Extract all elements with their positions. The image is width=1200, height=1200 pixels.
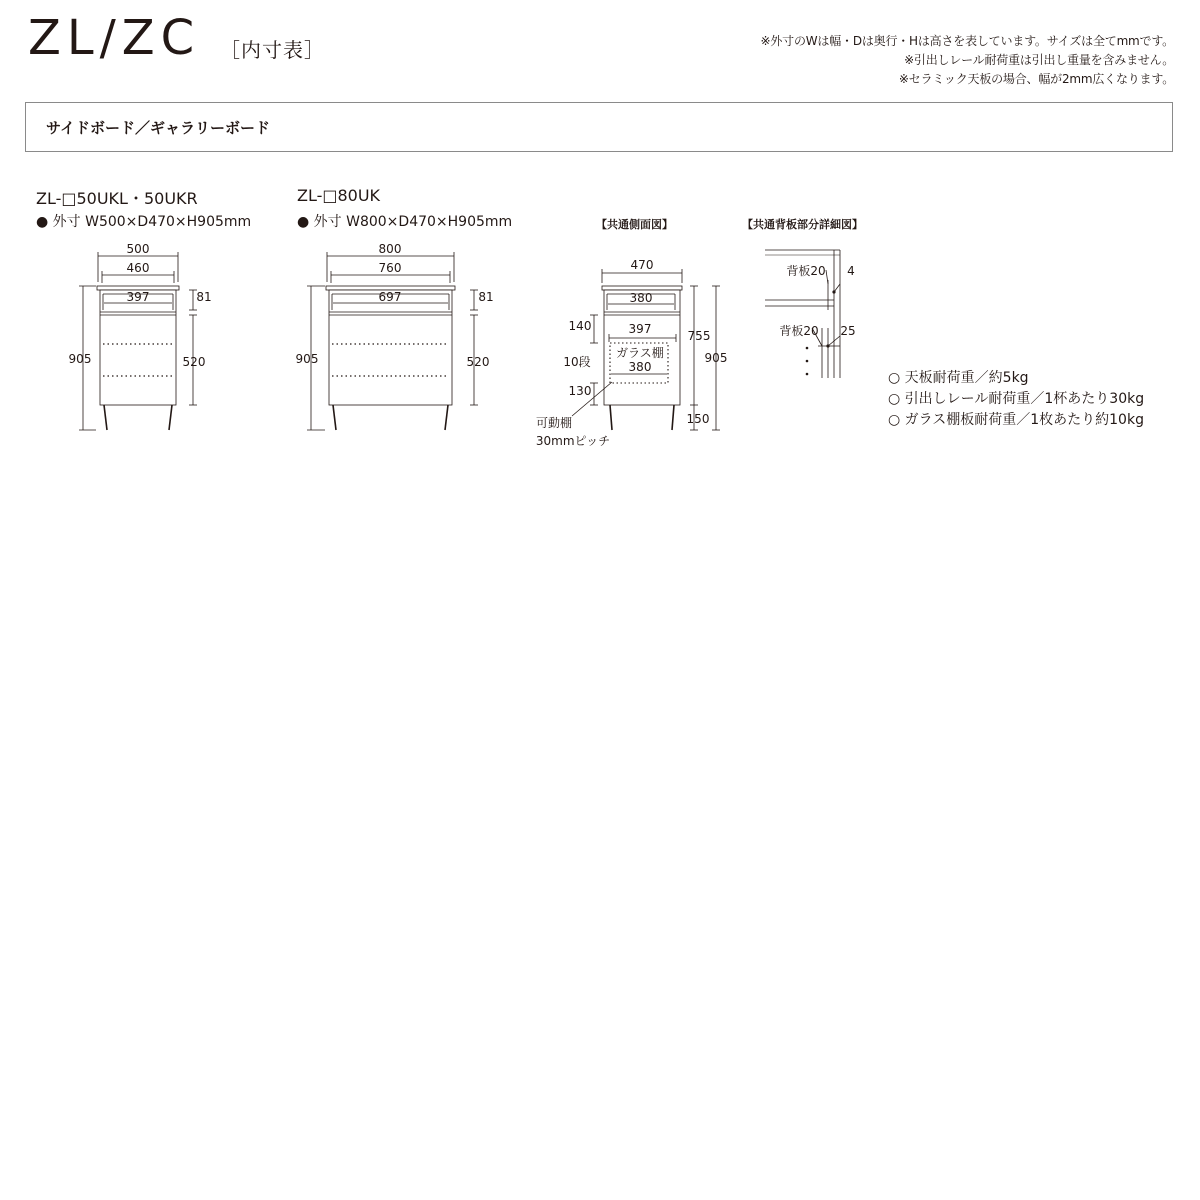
cabinet-front-800	[307, 252, 478, 430]
side-dim-leg-height: 150	[686, 412, 710, 426]
back-panel-label: 背板20	[779, 324, 819, 338]
side-movable-shelf: 可動棚	[535, 416, 573, 430]
load-spec-item: ○ ガラス棚板耐荷重／1枚あたり約10kg	[888, 412, 1144, 428]
side-shelf-label: ガラス棚	[616, 346, 664, 360]
dim-outer-width: 500	[126, 242, 150, 256]
side-dim-inner-depth: 397	[628, 322, 652, 336]
dim-outer-width: 800	[378, 242, 402, 256]
side-dim-height: 905	[704, 351, 728, 365]
dim-drawer-width: 697	[378, 290, 402, 304]
dim-cabinet-height: 520	[182, 355, 206, 369]
side-dim-drawer-depth: 380	[629, 291, 653, 305]
note-line: ※セラミック天板の場合、幅が2mm広くなります。	[898, 72, 1174, 86]
note-line: ※外寸のWは幅・Dは奥行・Hは高さを表しています。サイズは全てmmです。	[760, 34, 1174, 48]
side-dim-depth: 470	[630, 258, 654, 272]
note-line: ※引出しレール耐荷重は引出し重量を含みません。	[904, 53, 1174, 67]
model-size: ● 外寸 W500×D470×H905mm	[36, 214, 252, 230]
page-subtitle: ［内寸表］	[220, 38, 325, 62]
cabinet-front-500	[79, 252, 197, 430]
back-detail-label: 【共通背板部分詳細図】	[742, 218, 863, 231]
side-dim-shelf-depth: 380	[628, 360, 652, 374]
dim-drawer-height: 81	[478, 290, 494, 304]
back-gap-1: 4	[847, 264, 855, 278]
back-panel-label: 背板20	[786, 264, 826, 278]
model-name: ZL-□80UK	[297, 186, 381, 205]
model-name: ZL-□50UKL・50UKR	[36, 189, 198, 208]
side-shelf-steps: 10段	[563, 355, 591, 369]
back-gap-2: 25	[840, 324, 856, 338]
side-view-label: 【共通側面図】	[596, 218, 673, 231]
side-shelf-pitch: 30mmピッチ	[535, 434, 611, 448]
load-specs	[888, 368, 1144, 431]
dim-cabinet-height: 520	[466, 355, 490, 369]
load-spec-item: ○ 引出しレール耐荷重／1杯あたり30kg	[888, 391, 1145, 407]
dim-inner-width: 760	[378, 261, 402, 275]
dim-inner-width: 460	[126, 261, 150, 275]
model-size: ● 外寸 W800×D470×H905mm	[297, 214, 513, 230]
section-title: サイドボード／ギャラリーボード	[46, 119, 270, 137]
dim-height: 905	[295, 352, 319, 366]
dim-height: 905	[68, 352, 92, 366]
dim-drawer-width: 397	[126, 290, 150, 304]
page-title: ZL/ZC	[28, 10, 201, 66]
side-dim-body-height: 755	[687, 329, 711, 343]
side-dim-top-gap: 140	[568, 319, 592, 333]
load-spec-item: ○ 天板耐荷重／約5kg	[888, 370, 1029, 386]
dim-drawer-height: 81	[196, 290, 212, 304]
side-dim-bottom-gap: 130	[568, 384, 592, 398]
